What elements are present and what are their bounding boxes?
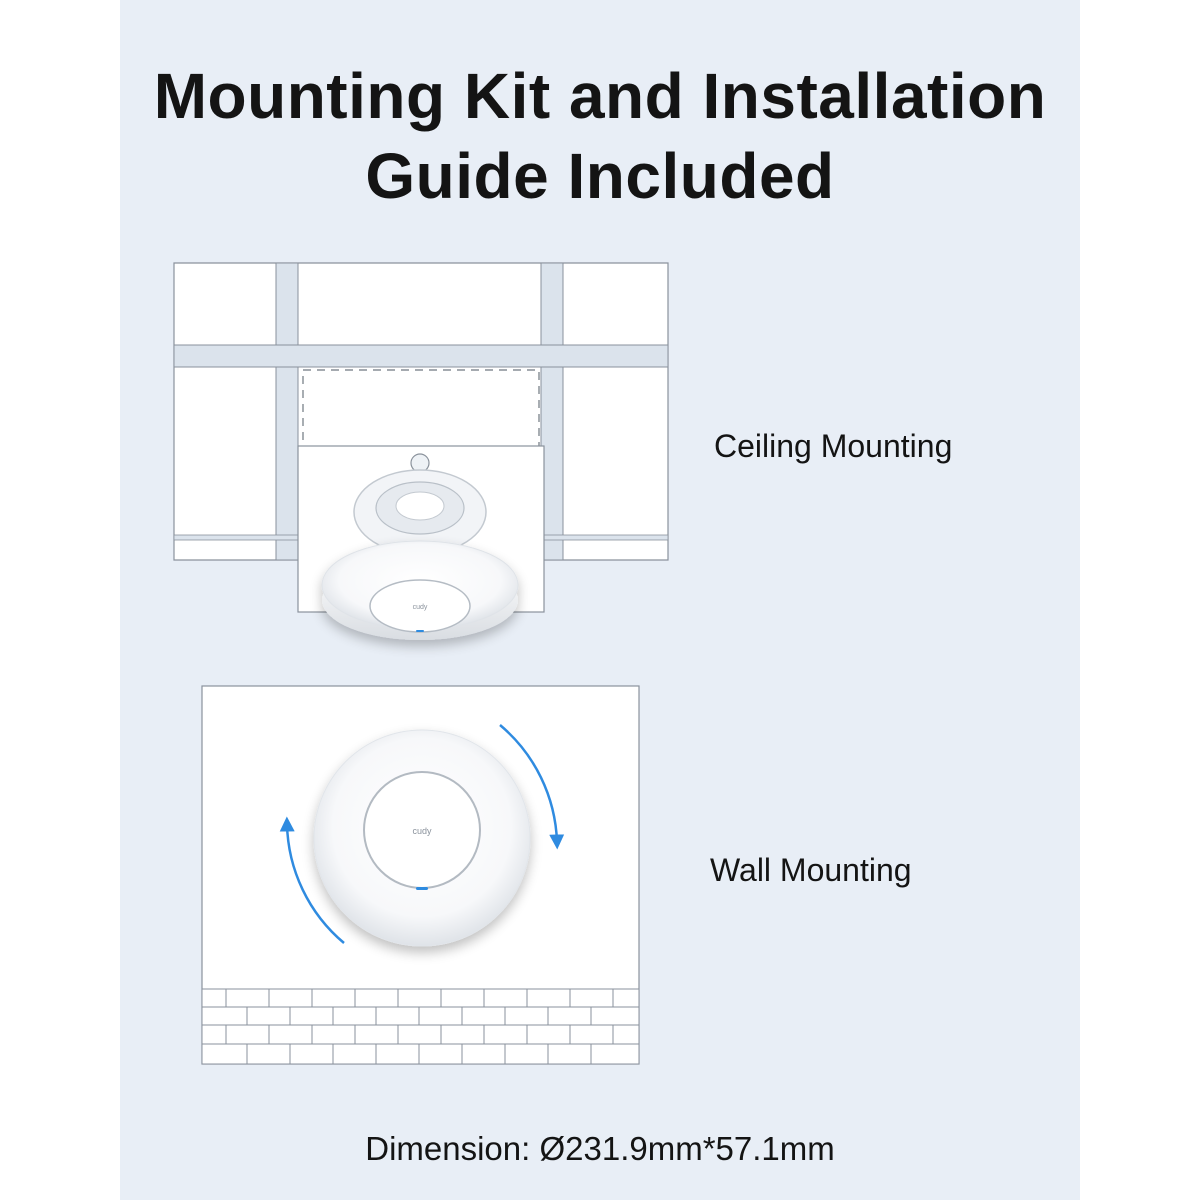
title-line-1: Mounting Kit and Installation [153, 60, 1047, 132]
ceiling-led-indicator [416, 630, 424, 632]
dimension-text: Dimension: Ø231.9mm*57.1mm [365, 1130, 835, 1167]
ceiling-device-logo: cudy [412, 604, 428, 611]
title-line-2: Guide Included [365, 140, 835, 212]
brick-wall [202, 989, 639, 1064]
wall-mounting-label: Wall Mounting [710, 852, 912, 888]
ceiling-access-point [322, 541, 518, 640]
wall-access-point [314, 730, 530, 946]
wall-device-logo: cudy [412, 826, 432, 836]
wall-led-indicator [416, 887, 428, 890]
ceiling-mounting-label: Ceiling Mounting [714, 428, 953, 464]
